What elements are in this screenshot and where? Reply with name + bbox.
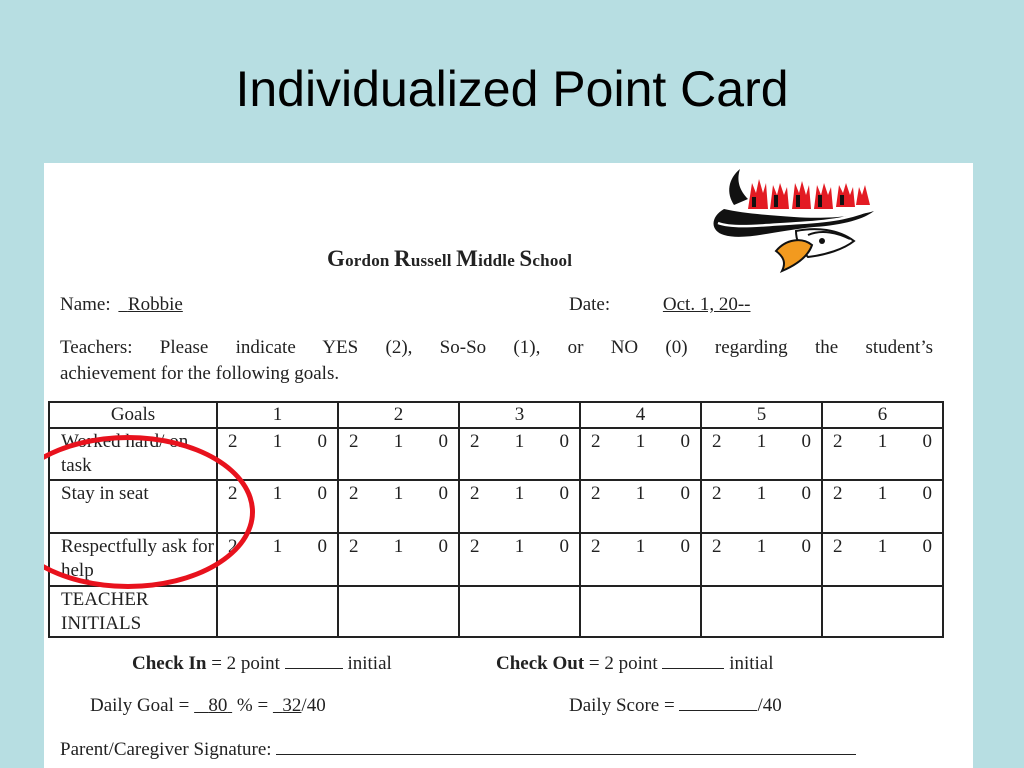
period-header: 2 xyxy=(338,402,459,428)
score-option[interactable]: 2 xyxy=(470,431,480,452)
score-option[interactable]: 0 xyxy=(559,483,569,504)
period-header: 3 xyxy=(459,402,580,428)
score-option[interactable]: 0 xyxy=(801,431,811,452)
score-option[interactable]: 1 xyxy=(272,536,283,557)
school-name-initial: M xyxy=(456,246,479,271)
score-option[interactable]: 2 xyxy=(591,483,601,504)
school-name-initial: S xyxy=(519,246,533,271)
school-name-text: ordon xyxy=(345,251,394,270)
score-cell[interactable] xyxy=(580,533,701,586)
school-name-text: chool xyxy=(532,251,573,270)
daily-goal-label: Daily Goal = xyxy=(90,695,190,716)
school-name-text: ussell xyxy=(410,251,457,270)
score-option[interactable]: 1 xyxy=(877,431,888,452)
check-out-blank[interactable] xyxy=(662,654,724,669)
score-option[interactable]: 0 xyxy=(438,536,448,557)
score-option[interactable]: 0 xyxy=(801,483,811,504)
instructions-line-2: achievement for the following goals. xyxy=(60,363,340,384)
daily-score-total: /40 xyxy=(757,695,782,716)
initials-cell[interactable] xyxy=(701,586,822,637)
score-cell[interactable] xyxy=(338,480,459,533)
score-option[interactable]: 1 xyxy=(514,431,525,452)
name-label: Name: xyxy=(60,294,111,315)
goal-label: Worked hard/ on task xyxy=(49,428,217,480)
score-option[interactable]: 1 xyxy=(635,483,646,504)
score-option[interactable]: 1 xyxy=(393,483,404,504)
score-option[interactable]: 0 xyxy=(317,431,327,452)
school-name-initial: G xyxy=(327,246,346,271)
score-option[interactable]: 1 xyxy=(514,536,525,557)
score-option[interactable]: 2 xyxy=(228,431,238,452)
check-in-label: Check In xyxy=(132,653,207,674)
check-in-text: = 2 point xyxy=(211,653,280,674)
check-out-label: Check Out xyxy=(496,653,585,674)
score-cell[interactable] xyxy=(822,480,943,533)
initials-cell[interactable] xyxy=(338,586,459,637)
score-option[interactable]: 2 xyxy=(470,483,480,504)
score-option[interactable]: 0 xyxy=(922,536,932,557)
period-header: 5 xyxy=(701,402,822,428)
score-cell[interactable] xyxy=(580,428,701,480)
score-option[interactable]: 1 xyxy=(756,431,767,452)
score-option[interactable]: 2 xyxy=(349,431,359,452)
score-option[interactable]: 0 xyxy=(559,431,569,452)
daily-goal-percent: 80 xyxy=(208,695,228,716)
score-cell[interactable] xyxy=(459,480,580,533)
score-option[interactable]: 2 xyxy=(833,536,843,557)
date-label: Date: xyxy=(569,294,611,315)
daily-goal-total: /40 xyxy=(301,695,326,716)
signature-line xyxy=(60,739,856,761)
check-in-suffix: initial xyxy=(347,653,392,674)
score-option[interactable]: 0 xyxy=(438,483,448,504)
score-option[interactable]: 0 xyxy=(801,536,811,557)
score-cell[interactable] xyxy=(459,428,580,480)
score-option[interactable]: 1 xyxy=(756,483,767,504)
school-name-text: iddle xyxy=(478,251,520,270)
teacher-initials-row xyxy=(49,586,943,637)
score-option[interactable]: 0 xyxy=(680,431,690,452)
score-cell[interactable] xyxy=(338,533,459,586)
initials-cell[interactable] xyxy=(459,586,580,637)
daily-score-label: Daily Score = xyxy=(569,695,675,716)
initials-cell[interactable] xyxy=(580,586,701,637)
score-option[interactable]: 2 xyxy=(712,536,722,557)
date-line xyxy=(569,294,881,316)
score-option[interactable]: 1 xyxy=(877,483,888,504)
period-header: 6 xyxy=(822,402,943,428)
score-option[interactable]: 1 xyxy=(514,483,525,504)
score-option[interactable]: 1 xyxy=(635,431,646,452)
score-option[interactable]: 0 xyxy=(922,431,932,452)
daily-goal-line xyxy=(90,695,326,717)
check-in-line xyxy=(132,653,392,675)
initials-cell[interactable] xyxy=(217,586,338,637)
school-name xyxy=(327,246,572,272)
teacher-instructions xyxy=(60,335,933,387)
score-cell[interactable] xyxy=(580,480,701,533)
check-out-line xyxy=(496,653,774,675)
goal-label: Stay in seat xyxy=(49,480,217,533)
score-option[interactable]: 1 xyxy=(877,536,888,557)
score-option[interactable]: 2 xyxy=(470,536,480,557)
score-option[interactable]: 2 xyxy=(591,536,601,557)
score-option[interactable]: 1 xyxy=(272,431,283,452)
goals-header: Goals xyxy=(49,402,217,428)
score-option[interactable]: 0 xyxy=(680,483,690,504)
slide-title: Individualized Point Card xyxy=(235,61,789,117)
score-option[interactable]: 1 xyxy=(393,431,404,452)
teacher-initials-label: TEACHER INITIALS xyxy=(49,586,217,637)
score-cell[interactable] xyxy=(459,533,580,586)
score-option[interactable]: 2 xyxy=(228,483,238,504)
period-header: 4 xyxy=(580,402,701,428)
name-value: Robbie xyxy=(127,294,183,315)
signature-label: Parent/Caregiver Signature: xyxy=(60,739,272,760)
score-option[interactable]: 0 xyxy=(317,536,327,557)
daily-goal-percent-sign: % = xyxy=(236,695,269,716)
instructions-line-1: Teachers: Please indicate YES (2), So-So (1), or NO (0) regarding the student’s xyxy=(60,337,933,358)
score-option[interactable]: 1 xyxy=(272,483,283,504)
daily-score-blank[interactable] xyxy=(679,696,757,711)
score-option[interactable]: 2 xyxy=(349,483,359,504)
score-option[interactable]: 0 xyxy=(559,536,569,557)
point-card-document xyxy=(44,163,973,768)
date-value: Oct. 1, 20-- xyxy=(662,294,751,315)
score-option[interactable]: 1 xyxy=(756,536,767,557)
signature-blank[interactable] xyxy=(276,740,856,755)
score-cell[interactable] xyxy=(701,480,822,533)
score-option[interactable]: 1 xyxy=(393,536,404,557)
score-option[interactable]: 2 xyxy=(712,483,722,504)
table-header-row xyxy=(49,402,943,428)
eagle-flame-logo xyxy=(704,165,884,277)
check-out-text: = 2 point xyxy=(588,653,658,674)
score-option[interactable]: 0 xyxy=(438,431,448,452)
score-option[interactable]: 2 xyxy=(712,431,722,452)
goal-label: Respectfully ask for help xyxy=(49,533,217,586)
score-option[interactable]: 2 xyxy=(833,483,843,504)
check-out-suffix: initial xyxy=(729,653,774,674)
score-cell[interactable] xyxy=(338,428,459,480)
score-option[interactable]: 0 xyxy=(922,483,932,504)
daily-score-line xyxy=(569,695,782,717)
period-header: 1 xyxy=(217,402,338,428)
score-option[interactable]: 0 xyxy=(317,483,327,504)
score-option[interactable]: 2 xyxy=(591,431,601,452)
school-name-initial: R xyxy=(394,246,411,271)
score-option[interactable]: 1 xyxy=(635,536,646,557)
check-in-blank[interactable] xyxy=(285,654,343,669)
score-option[interactable]: 2 xyxy=(228,536,238,557)
score-cell[interactable] xyxy=(822,428,943,480)
score-option[interactable]: 2 xyxy=(833,431,843,452)
score-cell[interactable] xyxy=(701,533,822,586)
daily-goal-points: 32 xyxy=(282,695,302,716)
initials-cell[interactable] xyxy=(822,586,943,637)
score-option[interactable]: 2 xyxy=(349,536,359,557)
name-line xyxy=(60,294,373,316)
score-cell[interactable] xyxy=(822,533,943,586)
score-cell[interactable] xyxy=(701,428,822,480)
score-option[interactable]: 0 xyxy=(680,536,690,557)
